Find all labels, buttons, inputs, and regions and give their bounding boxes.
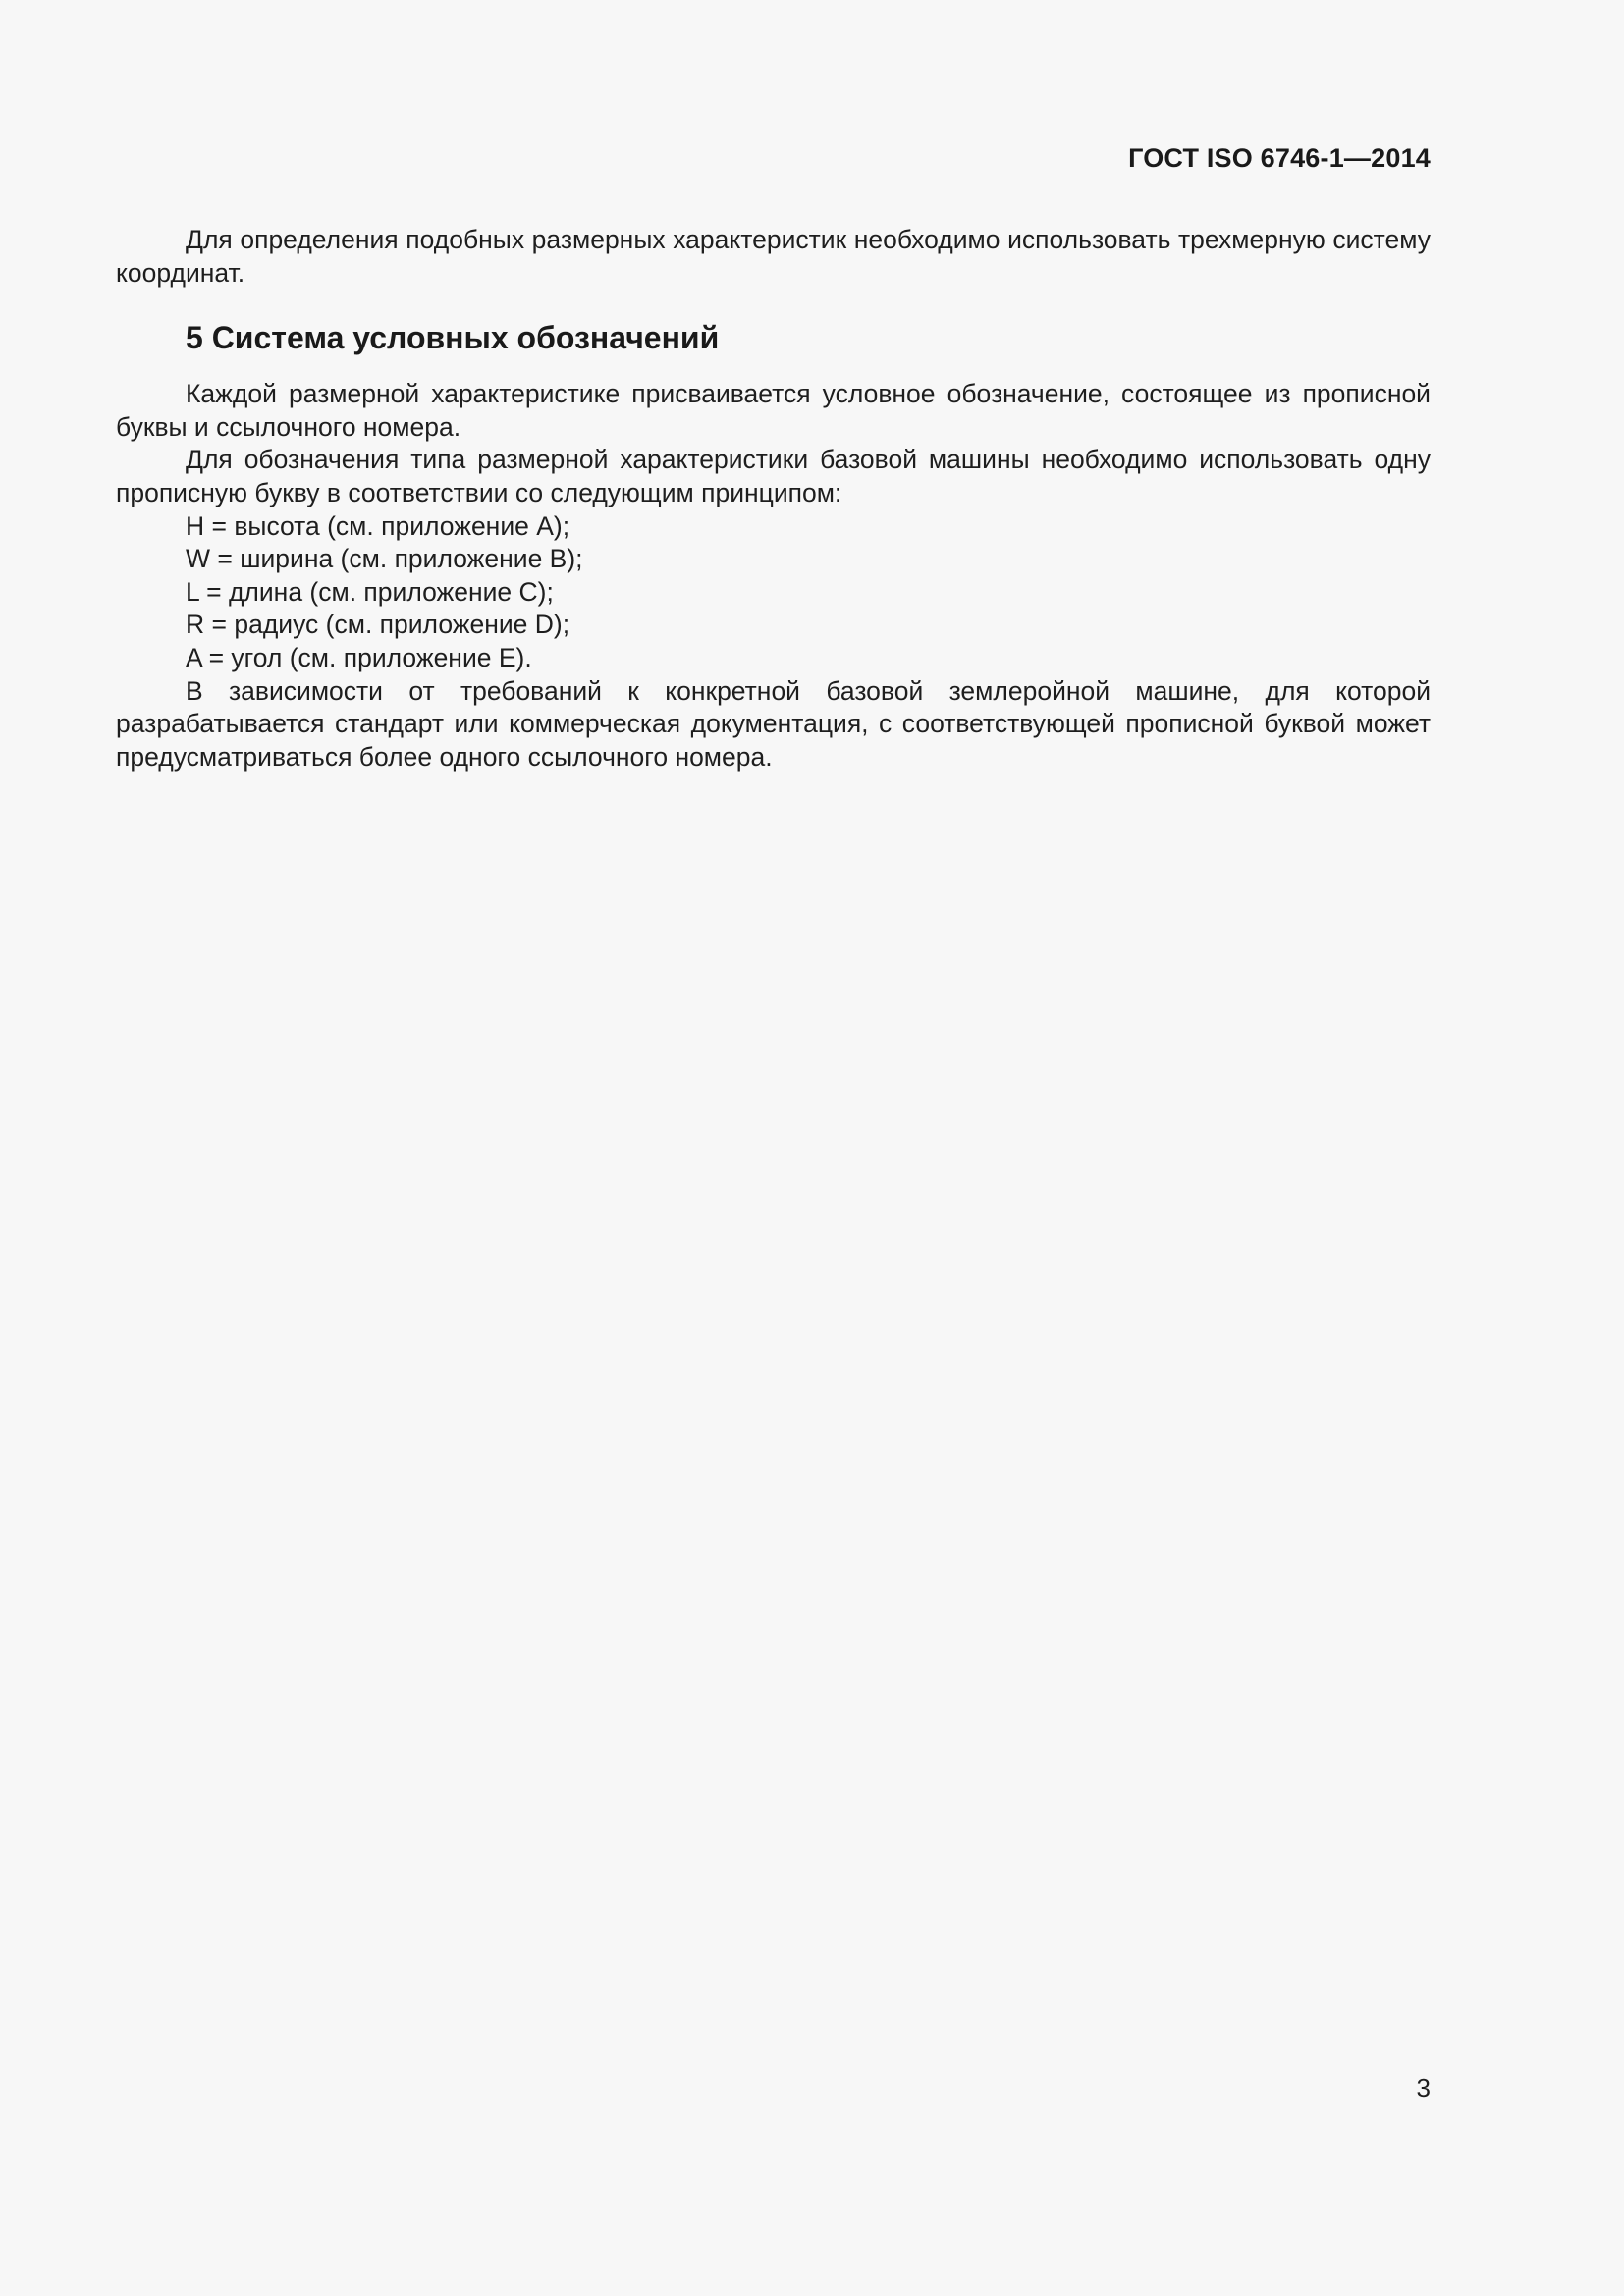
closing-paragraph: В зависимости от требований к конкретной базовой землеройной машине, для которой разрабатывается стандарт или коммерческая документация, с соответствующей прописной буквой может предусматриваться более одного ссылочного номера. xyxy=(116,675,1431,772)
section-heading: 5 Система условных обозначений xyxy=(186,320,720,356)
list-item-height: H = высота (см. приложение A); xyxy=(186,510,570,541)
list-item-length: L = длина (см. приложение C); xyxy=(186,576,554,607)
paragraph-designation: Каждой размерной характеристике присваивается условное обозначение, состоящее из прописной буквы и ссылочного номера. xyxy=(116,379,1431,442)
intro-paragraph: Для определения подобных размерных характеристик необходимо использовать трехмерную систему координат. xyxy=(116,225,1431,288)
document-code-header: ГОСТ ISO 6746-1—2014 xyxy=(1128,143,1431,173)
page-body xyxy=(116,224,1431,774)
page-number: 3 xyxy=(1416,2073,1431,2103)
list-item-radius: R = радиус (см. приложение D); xyxy=(186,610,570,640)
list-item-width: W = ширина (см. приложение B); xyxy=(186,544,583,574)
paragraph-letter-principle: Для обозначения типа размерной характеристики базовой машины необходимо использовать одну прописную букву в соответствии со следующим принципом: xyxy=(116,445,1431,507)
list-item-angle: A = угол (см. приложение E). xyxy=(186,642,532,672)
